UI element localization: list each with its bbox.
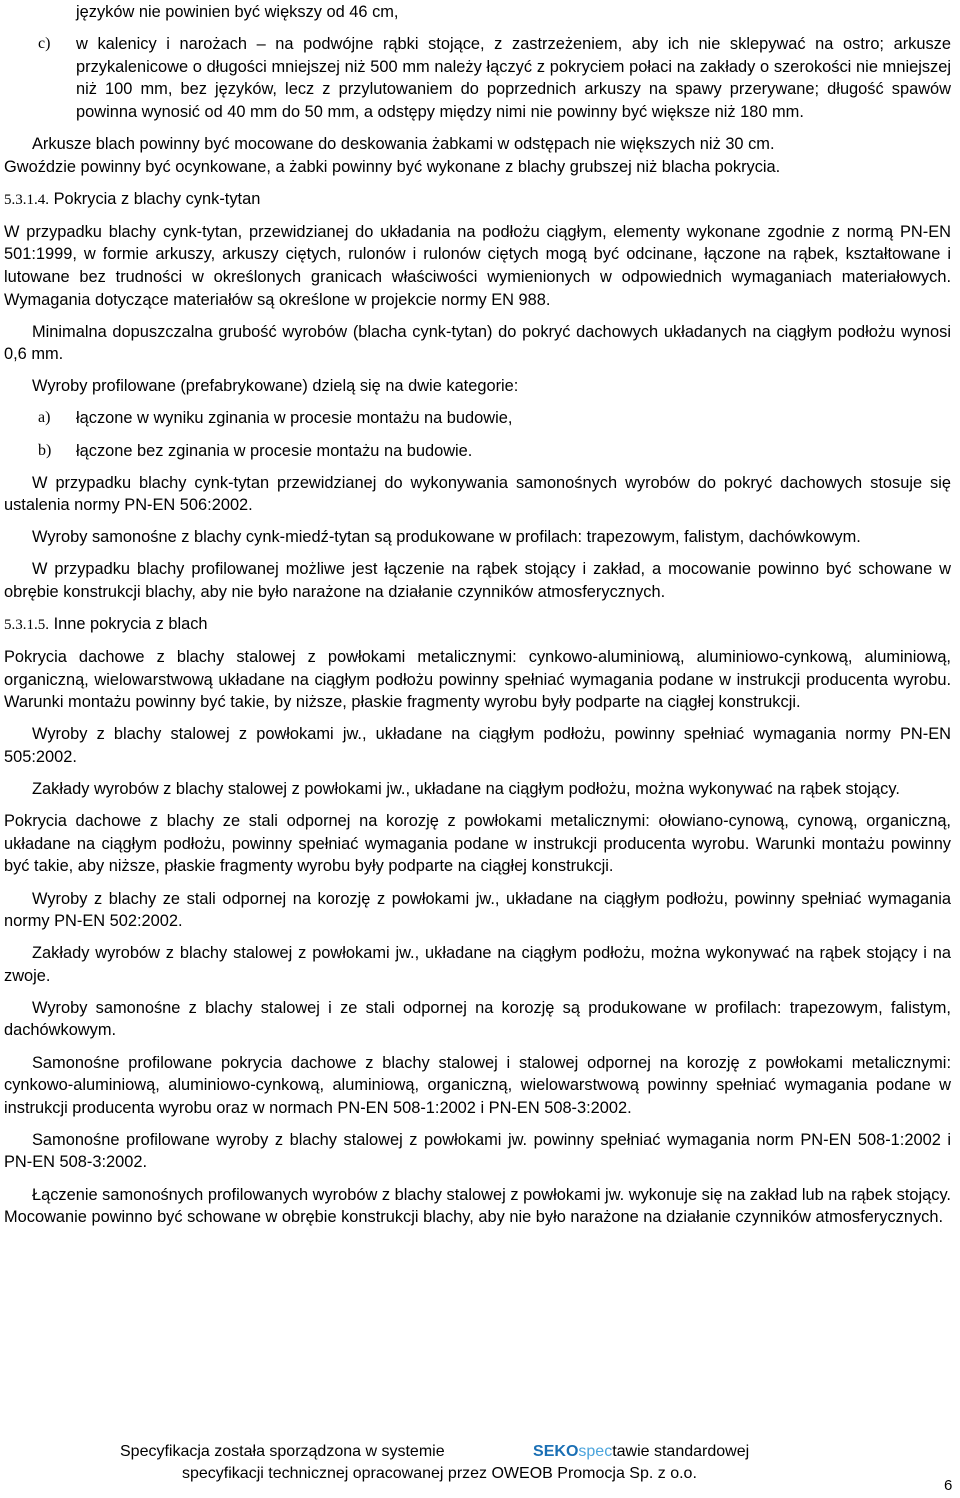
section-number: 5.3.1.5. <box>4 617 49 634</box>
paragraph: Łączenie samonośnych profilowanych wyrobów z blachy stalowej z powłokami jw. wykonuje się na zakład lub na rąbek stojący. Mocowanie powinno być schowane w obrębie konstrukcji blachy, aby nie było narażone na działanie czynników atmosferycznych. <box>4 1185 951 1227</box>
list-item-text: łączone w wyniku zginania w procesie montażu na budowie, <box>76 409 513 428</box>
paragraph: Wyroby z blachy stalowej z powłokami jw., układane na ciągłym podłożu, powinny spełniać wymagania normy PN-EN 505:2002. <box>4 725 951 767</box>
section-title: Inne pokrycia z blach <box>53 615 208 634</box>
paragraph: Wyroby profilowane (prefabrykowane) dzielą się na dwie kategorie: <box>32 377 519 396</box>
paragraph: Gwoździe powinny być ocynkowane, a żabki powinny być wykonane z blachy grubszej niż blacha pokrycia. <box>4 157 781 176</box>
section-title: Pokrycia z blachy cynk-tytan <box>53 189 261 208</box>
page-number: 6 <box>944 1477 953 1494</box>
paragraph: W przypadku blachy profilowanej możliwe jest łączenie na rąbek stojący i zakład, a mocowanie powinno być schowane w obrębie konstrukcji blachy, aby nie było narażone na działanie czynników atmosferycznych. <box>4 560 951 601</box>
list-item-c <box>4 33 951 123</box>
section-number: 5.3.1.4. <box>4 191 49 208</box>
list-item-text: łączone bez zginania w procesie montażu na budowie. <box>76 441 473 460</box>
paragraph: Wyroby z blachy ze stali odpornej na korozję z powłokami jw., układane na ciągłym podłożu, powinny spełniać wymagania normy PN-EN 502:2002. <box>4 889 951 931</box>
paragraph: Wyroby samonośne z blachy stalowej i ze stali odpornej na korozję są produkowane w profilach: trapezowym, falistym, dachówkowym. <box>4 998 951 1040</box>
paragraph: W przypadku blachy cynk-tytan, przewidzianej do układania na podłożu ciągłym, elementy wykonane zgodnie z normą PN-EN 501:1999, w formie arkuszy, arkuszy ciętych, rulonów i rulonów ciętych mogą być odcinane, łączone na rąbek, kształtowane i lutowane bez trudności w określonych granicach właściwości wymienionych w odpowiednich wymaganiach materiałowych. Wymagania dotyczące materiałów są określone w projekcie normy EN 988. <box>4 222 951 309</box>
list-marker: b) <box>38 441 52 459</box>
paragraph: Arkusze blach powinny być mocowane do deskowania żabkami w odstępach nie większych niż 30 cm. <box>32 134 775 153</box>
paragraph: Minimalna dopuszczalna grubość wyrobów (blacha cynk-tytan) do pokryć dachowych układanych na ciągłym podłożu wynosi 0,6 mm. <box>4 322 951 364</box>
paragraph: Samonośne profilowane pokrycia dachowe z blachy stalowej i stalowej odpornej na korozję z powłokami metalicznymi: cynkowo-aluminiową, aluminiowo-cynkową, aluminiową, organiczną, wielowarstwową powinny spełniać wymagania podane w instrukcji producenta wyrobu oraz w normach PN-EN 508-1:2002 i PN-EN 508-3:2002. <box>4 1053 951 1117</box>
paragraph: Zakłady wyrobów z blachy stalowej z powłokami jw., układane na ciągłym podłożu, można wykonywać na rąbek stojący. <box>32 780 900 799</box>
footer-line-2: specyfikacji technicznej opracowanej przez OWEOB Promocja Sp. z o.o. <box>182 1465 697 1482</box>
paragraph: W przypadku blachy cynk-tytan przewidzianej do wykonywania samonośnych wyrobów do pokryć dachowych stosuje się ustalenia normy PN-EN 506:2002. <box>4 473 951 515</box>
paragraph: Pokrycia dachowe z blachy ze stali odpornej na korozję z powłokami metalicznymi: ołowiano-cynową, cynową, organiczną, układane na ciągłym podłożu, powinny spełniać wymagania podane w instrukcji producenta wyrobu. Warunki montażu powinny być takie, aby niższe, płaskie fragmenty wyrobu były podparte na ciągłej konstrukcji. <box>4 812 951 876</box>
list-marker: c) <box>38 35 51 53</box>
section-heading-5314 <box>4 188 951 212</box>
list-item-a <box>4 407 951 430</box>
item-b-continuation: języków nie powinien być większy od 46 cm, <box>76 3 399 21</box>
footer-line-1: Specyfikacja została sporządzona w systemie SEKOspectawie standardowej <box>120 1443 750 1460</box>
list-item-b <box>4 440 951 463</box>
paragraph: Zakłady wyrobów z blachy stalowej z powłokami jw., układane na ciągłym podłożu, można wykonywać na rąbek stojący i na zwoje. <box>4 944 951 985</box>
sekospec-logo: SEKOspec <box>533 1443 613 1460</box>
list-item-text: w kalenicy i narożach – na podwójne rąbki stojące, z zastrzeżeniem, aby ich nie sklepywać na ostro; arkusze przykalenicowe o długości mniejszej niż 500 mm należy łączyć z pokryciem połaci na zakłady o szerokości nie mniejszej niż 100 mm, bez języków, lecz z przylutowaniem do poprzednich arkuszy na spawy przerywane; długość spawów powinna wynosić od 40 mm do 50 mm, a odstępy między nimi nie powinny być większe niż 180 mm. <box>76 35 951 121</box>
list-marker: a) <box>38 409 51 427</box>
document-page <box>4 0 951 1229</box>
paragraph: Pokrycia dachowe z blachy stalowej z powłokami metalicznymi: cynkowo-aluminiową, aluminiowo-cynkową, aluminiową, organiczną, wielowarstwową układane na ciągłym podłożu powinny spełniać wymagania podane w instrukcji producenta wyrobu. Warunki montażu powinny być takie, by niższe, płaskie fragmenty wyrobu były podparte na ciągłej konstrukcji. <box>4 648 951 712</box>
paragraph: Wyroby samonośne z blachy cynk-miedź-tytan są produkowane w profilach: trapezowym, falistym, dachówkowym. <box>32 528 861 547</box>
paragraph: Samonośne profilowane wyroby z blachy stalowej z powłokami jw. powinny spełniać wymagania norm PN-EN 508-1:2002 i PN-EN 508-3:2002. <box>4 1130 951 1172</box>
section-heading-5315 <box>4 613 951 637</box>
